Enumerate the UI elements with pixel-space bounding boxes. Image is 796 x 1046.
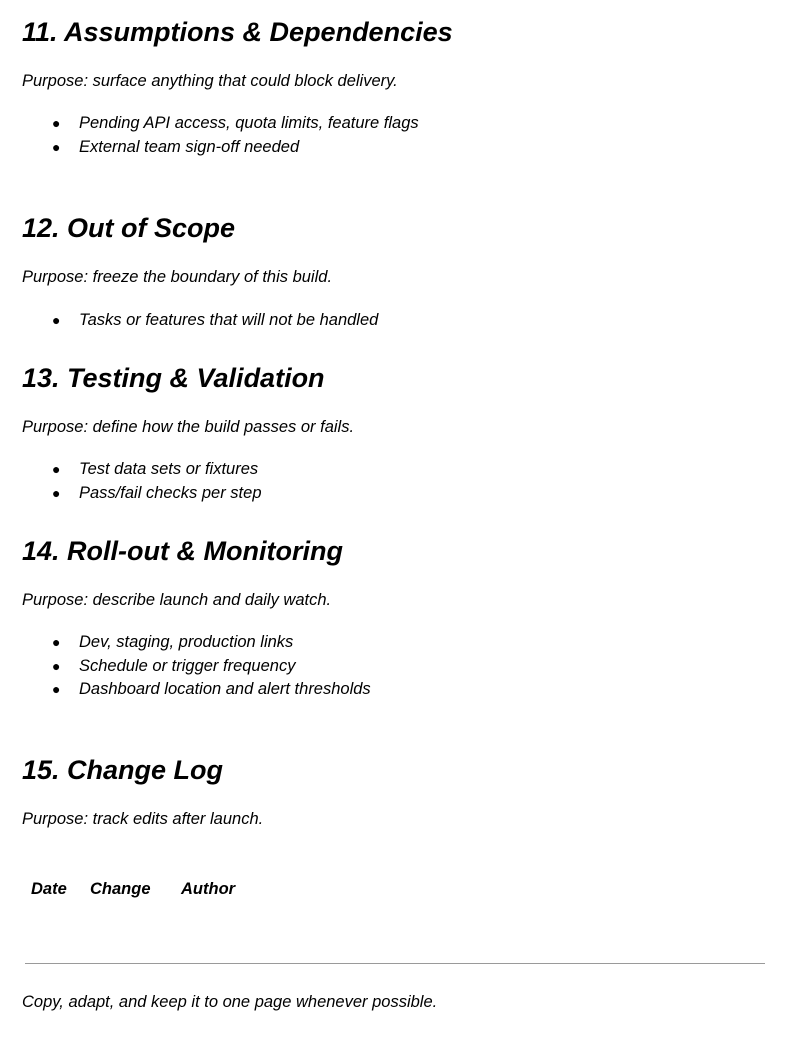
section-13-purpose: Purpose: define how the build passes or fails.	[22, 418, 355, 436]
bullet-icon: ●	[52, 634, 61, 650]
section-15-purpose: Purpose: track edits after launch.	[22, 810, 264, 828]
section-12-purpose: Purpose: freeze the boundary of this build.	[22, 268, 333, 286]
section-13-heading: 13. Testing & Validation	[22, 363, 325, 393]
list-item-text: Tasks or features that will not be handled	[79, 311, 379, 329]
list-item-text: Pending API access, quota limits, feature flags	[79, 114, 419, 132]
table-header-author: Author	[181, 880, 236, 898]
list-item-text: External team sign-off needed	[79, 138, 300, 156]
section-14-heading: 14. Roll-out & Monitoring	[22, 536, 343, 566]
section-11-heading: 11. Assumptions & Dependencies	[22, 17, 453, 47]
list-item-text: Dashboard location and alert thresholds	[79, 680, 371, 698]
list-item-text: Dev, staging, production links	[79, 633, 294, 651]
section-12-heading: 12. Out of Scope	[22, 213, 236, 243]
bullet-icon: ●	[52, 681, 61, 697]
bullet-icon: ●	[52, 461, 61, 477]
footer-note: Copy, adapt, and keep it to one page whenever possible.	[22, 993, 438, 1011]
horizontal-divider	[25, 963, 765, 964]
list-item-text: Schedule or trigger frequency	[79, 657, 296, 675]
bullet-icon: ●	[52, 485, 61, 501]
bullet-icon: ●	[52, 658, 61, 674]
bullet-icon: ●	[52, 312, 61, 328]
bullet-icon: ●	[52, 139, 61, 155]
table-header-date: Date	[31, 880, 67, 898]
list-item-text: Pass/fail checks per step	[79, 484, 262, 502]
section-11-purpose: Purpose: surface anything that could block delivery.	[22, 72, 398, 90]
section-15-heading: 15. Change Log	[22, 755, 224, 785]
table-header-change: Change	[90, 880, 151, 898]
list-item-text: Test data sets or fixtures	[79, 460, 259, 478]
section-14-purpose: Purpose: describe launch and daily watch.	[22, 591, 332, 609]
bullet-icon: ●	[52, 115, 61, 131]
